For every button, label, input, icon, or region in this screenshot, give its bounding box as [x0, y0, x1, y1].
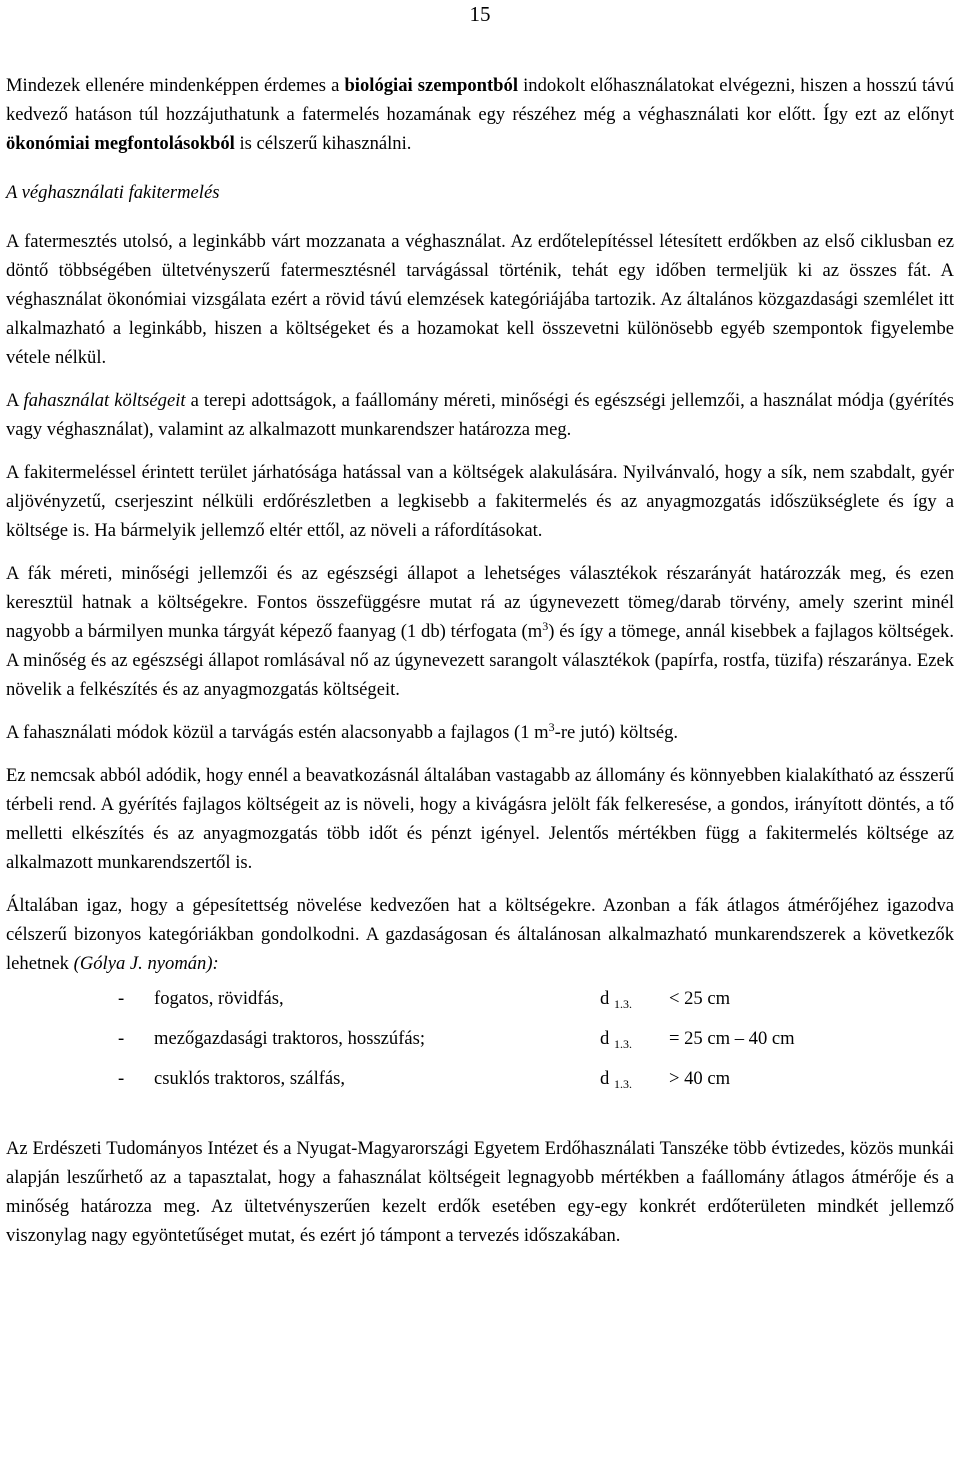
bold-text: ökonómiai megfontolásokból — [6, 133, 235, 154]
paragraph-intro — [6, 71, 954, 158]
text: Mindezek ellenére mindenképpen érdemes a — [6, 75, 345, 96]
list-dash: - — [118, 1028, 125, 1049]
paragraph-tree-dimensions — [6, 559, 954, 704]
text: Általában igaz, hogy a gépesítettség növelése kedvezően hat a költségekre. Azonban a fák átlagos átmérőjéhez igazodva célszerű bizonyos kategóriákban gondolkodni. A gazdaságosan és általánosan alkalmazható munkarendszerek a következők lehetnek — [6, 895, 954, 974]
page-number: 15 — [469, 2, 491, 26]
text: -re jutó) költség. — [554, 722, 679, 743]
diameter-letter: d — [600, 1068, 610, 1089]
superscript: 3 — [542, 619, 549, 633]
method-name: csuklós traktoros, szálfás, — [154, 1068, 346, 1089]
subscript: 1.3. — [613, 1077, 632, 1091]
page-body — [6, 71, 954, 1250]
citation: (Gólya J. nyomán): — [73, 953, 219, 974]
diameter-range: > 40 cm — [669, 1068, 731, 1089]
work-system-list — [6, 988, 954, 1108]
diameter-symbol — [600, 1028, 632, 1050]
section-heading: A véghasználati fakitermelés — [6, 182, 220, 203]
text: is célszerű kihasználni. — [234, 133, 412, 154]
paragraph-harvest-costs — [6, 386, 954, 444]
italic-text: fahasználat költségeit — [23, 390, 186, 411]
text: A fák méreti, minőségi jellemzői és az egészségi állapot a lehetséges választékok részarányát határozzák meg, és ezen keresztül hatnak a költségekre. Fontos összefüggésre mutat rá az úgynevezett tömeg/darab törvény, amely szerint minél nagyobb a bármilyen munka tárgyát képező faanyag (1 db) térfogata (m — [6, 563, 954, 642]
subscript: 1.3. — [613, 1037, 632, 1051]
paragraph-final-harvest: A fatermesztés utolsó, a leginkább várt mozzanata a véghasználat. Az erdőtelepítéssel létesített erdőkben az első ciklusban ez döntő többségében ültetvényszerű fatermesztésnél tarvágással történik, tehát egy időben termeljük ki az összes fát. A véghasználat ökonómiai vizsgálata ezért a rövid távú elemzések kategóriájába tartozik. Az általános közgazdasági szemlélet itt alkalmazható a leginkább, hiszen a költségeket és a hozamokat kell összevetni különösebb egyéb szempontok figyelembe vétele nélkül. — [6, 231, 954, 368]
subscript: 1.3. — [613, 997, 632, 1011]
bold-text: biológiai szempontból — [344, 75, 518, 96]
paragraph-research: Az Erdészeti Tudományos Intézet és a Nyugat-Magyarországi Egyetem Erdőhasználati Tanszéke több évtizedes, közös munkái alapján leszűrhető az a tapasztalat, hogy a fahasználat költségeit legnagyobb mértékben a faállomány átlagos átmérője és a minőség határozza meg. Az ültetvényszerűen kezelt erdők esetében egy-egy konkrét erdőterületen mindkét jellemző viszonylag nagy egyöntetűséget mutat, és ezért jó támpont a tervezés időszakában. — [6, 1138, 954, 1246]
text: indokolt előhasználatokat elvégezni, hiszen a hosszú távú kedvező hatáson túl hozzájuthatunk a fatermelés hozamának egy részéhez még a véghasználati kor előtt. Így ezt az előnyt — [6, 75, 955, 125]
method-name: mezőgazdasági traktoros, hosszúfás; — [154, 1028, 426, 1049]
text: A — [6, 390, 24, 411]
superscript: 3 — [548, 720, 555, 734]
diameter-symbol — [600, 1068, 632, 1090]
paragraph-terrain: A fakitermeléssel érintett terület járhatósága hatással van a költségek alakulására. Nyilvánvaló, hogy a sík, nem szabdalt, gyér aljövényzetű, cserjeszint nélküli erdőrészletben a legkisebb a fakitermelés és az anyagmozgatás időszükséglete és így a költsége is. Ha bármelyik jellemző eltér ettől, az növeli a ráfordításokat. — [6, 462, 954, 541]
diameter-letter: d — [600, 988, 610, 1009]
diameter-range: < 25 cm — [669, 988, 731, 1009]
list-item — [6, 1028, 954, 1068]
diameter-range: = 25 cm – 40 cm — [669, 1028, 795, 1049]
text: A fahasználati módok közül a tarvágás estén alacsonyabb a fajlagos (1 m — [6, 722, 549, 743]
paragraph-mechanization — [6, 891, 954, 978]
diameter-letter: d — [600, 1028, 610, 1049]
text: a terepi adottságok, a faállomány méreti, minőségi és egészségi jellemzői, a használat módja (gyérítés vagy véghasználat), valamint az alkalmazott munkarendszer határozza meg. — [6, 390, 954, 440]
list-item — [6, 1068, 954, 1108]
paragraph-thinning: Ez nemcsak abból adódik, hogy ennél a beavatkozásnál általában vastagabb az állomány és könnyebben kialakítható az ésszerű térbeli rend. A gyérítés fajlagos költségeit az is növeli, hogy a kivágásra jelölt fák felkeresése, a gondos, irányított döntés, a tő melletti elkészítés és az anyagmozgatás több időt és pénzt igényel. Jelentős mértékben függ a fakitermelés költsége az alkalmazott munkarendszertől is. — [6, 765, 954, 873]
diameter-symbol — [600, 988, 632, 1010]
method-name: fogatos, rövidfás, — [154, 988, 284, 1009]
text: ) és így a tömege, annál kisebbek a fajlagos költségek. A minőség és az egészségi állapot romlásával nő az úgynevezett sarangolt választékok (papírfa, rostfa, tüzifa) részaránya. Ezek növelik a felkészítés és az anyagmozgatás költségeit. — [6, 621, 954, 700]
list-dash: - — [118, 1068, 125, 1089]
paragraph-clearcut-cost — [6, 718, 954, 747]
list-dash: - — [118, 988, 125, 1009]
list-item — [6, 988, 954, 1028]
